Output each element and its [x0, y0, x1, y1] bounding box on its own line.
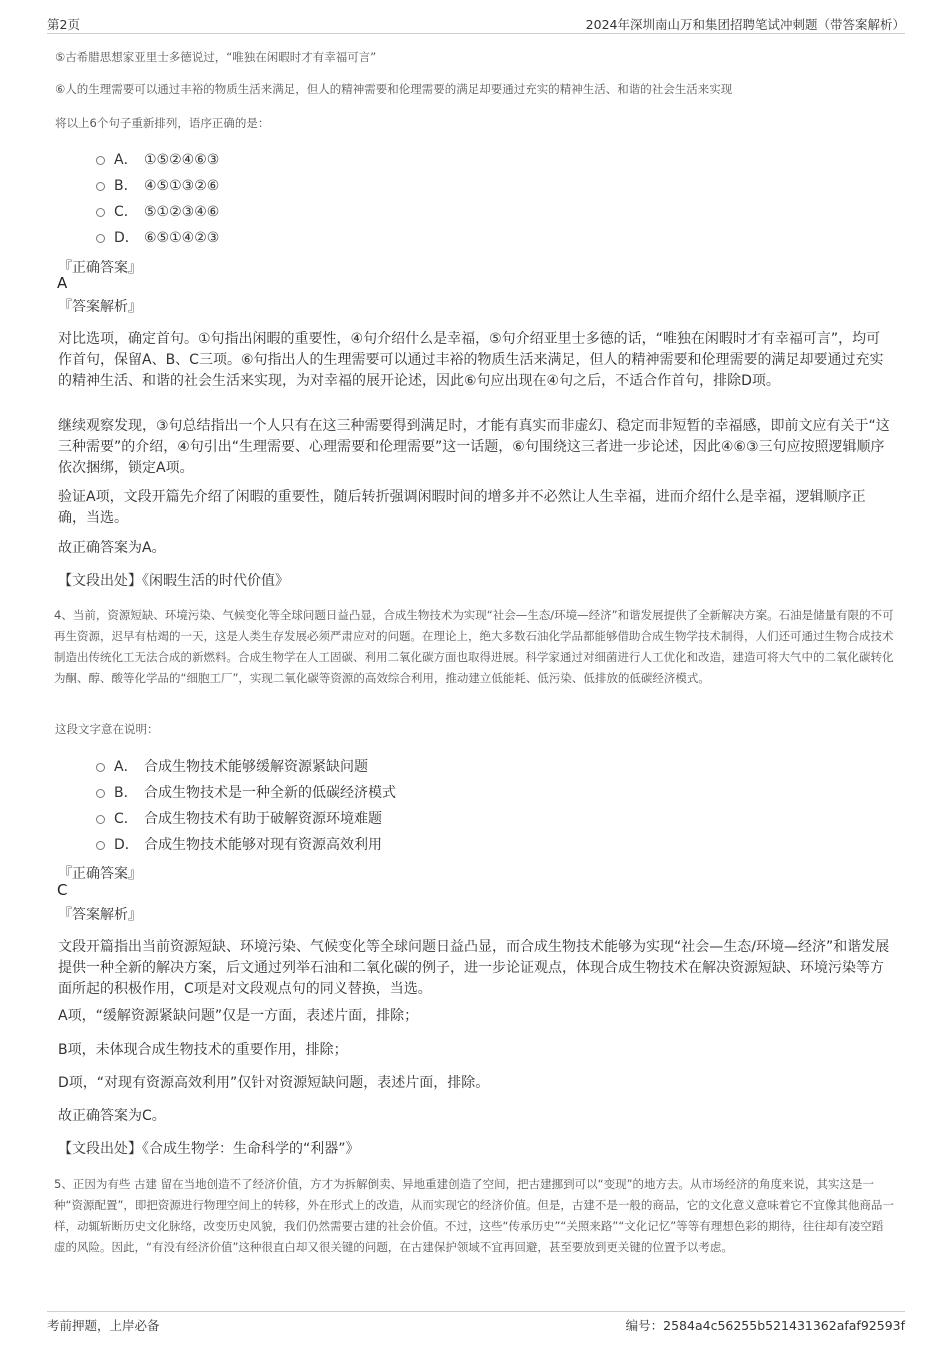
q4-answer: C	[57, 881, 68, 899]
q3-option-a[interactable]: A． ①⑤②④⑥③	[96, 147, 219, 173]
q3-source: 【文段出处】《闲暇生活的时代价值》	[58, 573, 289, 589]
q4-source: 【文段出处】《合成生物学：生命科学的“利器”》	[58, 1141, 360, 1157]
q4-option-b[interactable]: B． 合成生物技术是一种全新的低碳经济模式	[96, 780, 396, 806]
page-footer	[47, 1311, 905, 1342]
q3-option-d[interactable]: D． ⑥⑤①④②③	[96, 225, 219, 251]
q4-stem: 4、当前，资源短缺、环境污染、气候变化等全球问题日益凸显，合成生物技术为实现“社会—生态/环境—经济”和谐发展提供了全新解决方案。石油是储量有限的不可再生资源，迟早有枯竭的一天，这是人类生存发展必须严肃应对的问题。在理论上，绝大多数石油化学品都能够借助合成生物学技术制得，人们还可通过生物合成技术制造出传统化工无法合成的新燃料。合成生物学在人工固碳、利用二氧化碳方面也取得进展。科学家通过对细菌进行人工优化和改造，建造可将大气中的二氧化碳转化为酮、醇、酸等化学品的“细胞工厂”，实现二氧化碳等资源的高效综合利用，推动建立低能耗、低污染、低排放的低碳经济模式。	[54, 608, 894, 685]
q4-prompt: 这段文字意在说明：	[55, 722, 159, 736]
radio-icon[interactable]	[96, 789, 105, 798]
q4-analysis-b: B项，未体现合成生物技术的重要作用，排除；	[58, 1042, 348, 1058]
q4-analysis-a: A项，“缓解资源紧缺问题”仅是一方面，表述片面，排除；	[58, 1008, 419, 1024]
page-number: 第2页	[47, 17, 80, 32]
q4-conclusion: 故正确答案为C。	[58, 1108, 166, 1124]
q3-options	[96, 147, 219, 251]
radio-icon[interactable]	[96, 208, 105, 217]
q4-option-a[interactable]: A． 合成生物技术能够缓解资源紧缺问题	[96, 754, 396, 780]
radio-icon[interactable]	[96, 815, 105, 824]
q4-analysis-d: D项，“对现有资源高效利用”仅针对资源短缺问题，表述片面，排除。	[58, 1075, 490, 1091]
q3-analysis-label: 『答案解析』	[58, 299, 142, 315]
q3-answer-label: 『正确答案』	[58, 260, 142, 276]
radio-icon[interactable]	[96, 182, 105, 191]
radio-icon[interactable]	[96, 763, 105, 772]
page-header	[47, 13, 905, 34]
q4-option-c[interactable]: C． 合成生物技术有助于破解资源环境难题	[96, 806, 396, 832]
footer-slogan: 考前押题，上岸必备	[47, 1318, 160, 1333]
q4-option-d[interactable]: D． 合成生物技术能够对现有资源高效利用	[96, 832, 396, 858]
q3-sentence-6: ⑥人的生理需要可以通过丰裕的物质生活来满足，但人的精神需要和伦理需要的满足却要通过充实的精神生活、和谐的社会生活来实现	[55, 82, 733, 96]
q3-prompt: 将以上6个句子重新排列，语序正确的是：	[55, 116, 270, 130]
document-id: 编号：2584a4c56255b521431362afaf92593f	[625, 1318, 905, 1333]
q3-analysis-1: 对比选项，确定首句。①句指出闲暇的重要性，④句介绍什么是幸福，⑤句介绍亚里士多德的话，“唯独在闲暇时才有幸福可言”，均可作首句，保留A、B、C三项。⑥句指出人的生理需要可以通过丰裕的物质生活来满足，但人的精神需要和伦理需要的满足却要通过充实的精神生活、和谐的社会生活来实现，为对幸福的展开论述，因此⑥句应出现在④句之后，不适合作首句，排除D项。	[58, 331, 884, 389]
q3-conclusion: 故正确答案为A。	[58, 540, 166, 556]
radio-icon[interactable]	[96, 234, 105, 243]
q3-answer: A	[57, 274, 68, 292]
q3-sentence-5: ⑤古希腊思想家亚里士多德说过，“唯独在闲暇时才有幸福可言”	[55, 50, 377, 64]
q5-stem: 5、正因为有些 古建 留在当地创造不了经济价值，方才为拆解倒卖、异地重建创造了空间，把古建挪到可以“变现”的地方去。从市场经济的角度来说，其实这是一种“资源配置”，即把资源进行物理空间上的转移，外在形式上的改造，从而实现它的经济价值。但是，古建不是一般的商品，它的文化意义意味着它不宜像其他商品一样，动辄斩断历史文化脉络，改变历史风貌，我们仍然需要古建的社会价值。不过，这些“传承历史”“关照来路”“文化记忆”等等有理想色彩的期待，往往却有凌空蹈虚的风险。因此，“有没有经济价值”这种很直白却又很关键的问题，在古建保护领域不宜再回避，甚至要放到更关键的位置予以考虑。	[54, 1177, 894, 1254]
q4-analysis-1: 文段开篇指出当前资源短缺、环境污染、气候变化等全球问题日益凸显，而合成生物技术能够为实现“社会—生态/环境—经济”和谐发展提供一种全新的解决方案，后文通过列举石油和二氧化碳的例子，进一步论证观点，体现合成生物技术在解决资源短缺、环境污染等方面所起的积极作用，C项是对文段观点句的同义替换，当选。	[58, 939, 890, 997]
q3-analysis-2: 继续观察发现，③句总结指出一个人只有在这三种需要得到满足时，才能有真实而非虚幻、稳定而非短暂的幸福感，即前文应有关于“这三种需要”的介绍，④句引出“生理需要、心理需要和伦理需要”这一话题，⑥句围绕这三者进一步论述，因此④⑥③三句应按照逻辑顺序依次捆绑，锁定A项。	[58, 418, 890, 476]
q4-options	[96, 754, 396, 858]
q3-analysis-3: 验证A项，文段开篇先介绍了闲暇的重要性，随后转折强调闲暇时间的增多并不必然让人生幸福，进而介绍什么是幸福，逻辑顺序正确，当选。	[58, 489, 866, 526]
radio-icon[interactable]	[96, 841, 105, 850]
document-title: 2024年深圳南山万和集团招聘笔试冲刺题（带答案解析）	[585, 17, 905, 32]
q3-option-c[interactable]: C． ⑤①②③④⑥	[96, 199, 219, 225]
q4-answer-label: 『正确答案』	[58, 866, 142, 882]
q3-option-b[interactable]: B． ④⑤①③②⑥	[96, 173, 219, 199]
q4-analysis-label: 『答案解析』	[58, 907, 142, 923]
radio-icon[interactable]	[96, 156, 105, 165]
